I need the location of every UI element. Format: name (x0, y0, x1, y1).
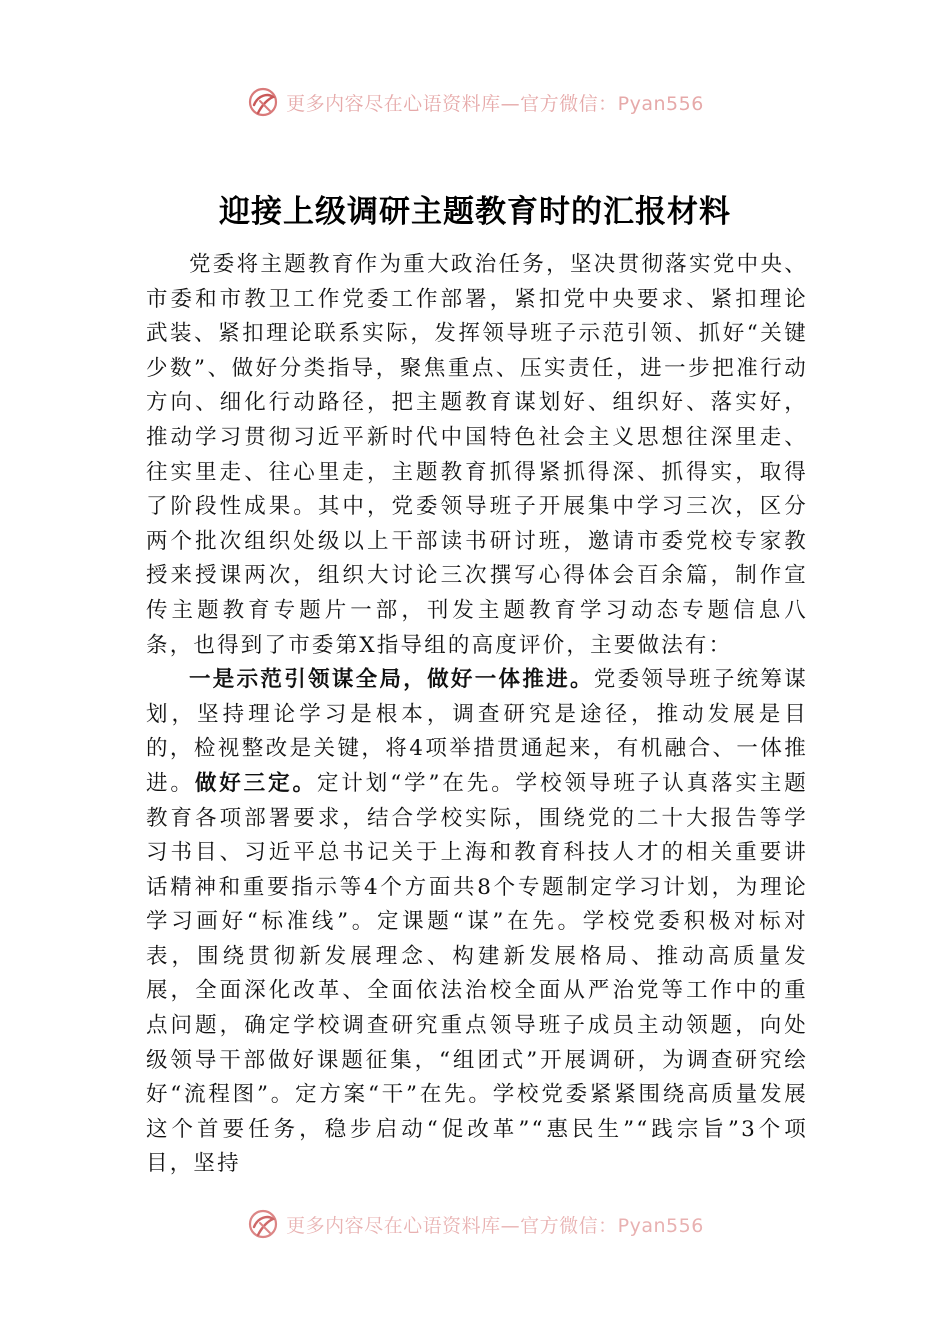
watermark-footer (0, 1204, 950, 1244)
logo-icon (246, 1207, 280, 1241)
section-one-text: 党委领导班子统筹谋划，坚持理论学习是根本，调查研究是途径，推动发展是目的，检视整改是关键，将4项举措贯通起来，有机融合、一体推进。 (146, 667, 808, 796)
document-body (146, 248, 808, 1182)
paragraph-intro: 党委将主题教育作为重大政治任务，坚决贯彻落实党中央、市委和市教卫工作党委工作部署，紧扣党中央要求、紧扣理论武装、紧扣理论联系实际，发挥领导班子示范引领、抓好“关键少数”、做好分类指导，聚焦重点、压实责任，进一步把准行动方向、细化行动路径，把主题教育谋划好、组织好、落实好，推动学习贯彻习近平新时代中国特色社会主义思想往深里走、往实里走、往心里走，主题教育抓得紧抓得深、抓得实，取得了阶段性成果。其中，党委领导班子开展集中学习三次，区分两个批次组织处级以上干部读书研讨班，邀请市委党校专家教授来授课两次，组织大讨论三次撰写心得体会百余篇，制作宣传主题教育专题片一部，刊发主题教育学习动态专题信息八条，也得到了市委第X指导组的高度评价，主要做法有： (146, 252, 808, 658)
section-one-text-continued: 定计划“学”在先。学校领导班子认真落实主题教育各项部署要求，结合学校实际，围绕党的二十大报告等学习书目、习近平总书记关于上海和教育科技人才的相关重要讲话精神和重要指示等4个方面共8个专题制定学习计划，为理论学习画好“标准线”。定课题“谋”在先。学校党委积极对标对表，围绕贯彻新发展理念、构建新发展格局、推动高质量发展，全面深化改革、全面依法治校全面从严治党等工作中的重点问题，确定学校调查研究重点领导班子成员主动领题，向处级领导干部做好课题征集，“组团式”开展调研，为调查研究绘好“流程图”。定方案“干”在先。学校党委紧紧围绕高质量发展这个首要任务，稳步启动“促改革”“惠民生”“践宗旨”3个项目，坚持 (146, 770, 808, 1177)
watermark-header (0, 82, 950, 122)
watermark-text: 更多内容尽在心语资料库—官方微信：Pyan556 (286, 1214, 704, 1237)
section-one-heading: 一是示范引领谋全局，做好一体推进。 (189, 667, 594, 693)
paragraph-section-one (146, 663, 808, 1182)
document-title: 迎接上级调研主题教育时的汇报材料 (219, 194, 731, 230)
logo-icon (246, 85, 280, 119)
watermark-text: 更多内容尽在心语资料库—官方微信：Pyan556 (286, 92, 704, 115)
section-one-subheading: 做好三定。 (194, 770, 317, 796)
